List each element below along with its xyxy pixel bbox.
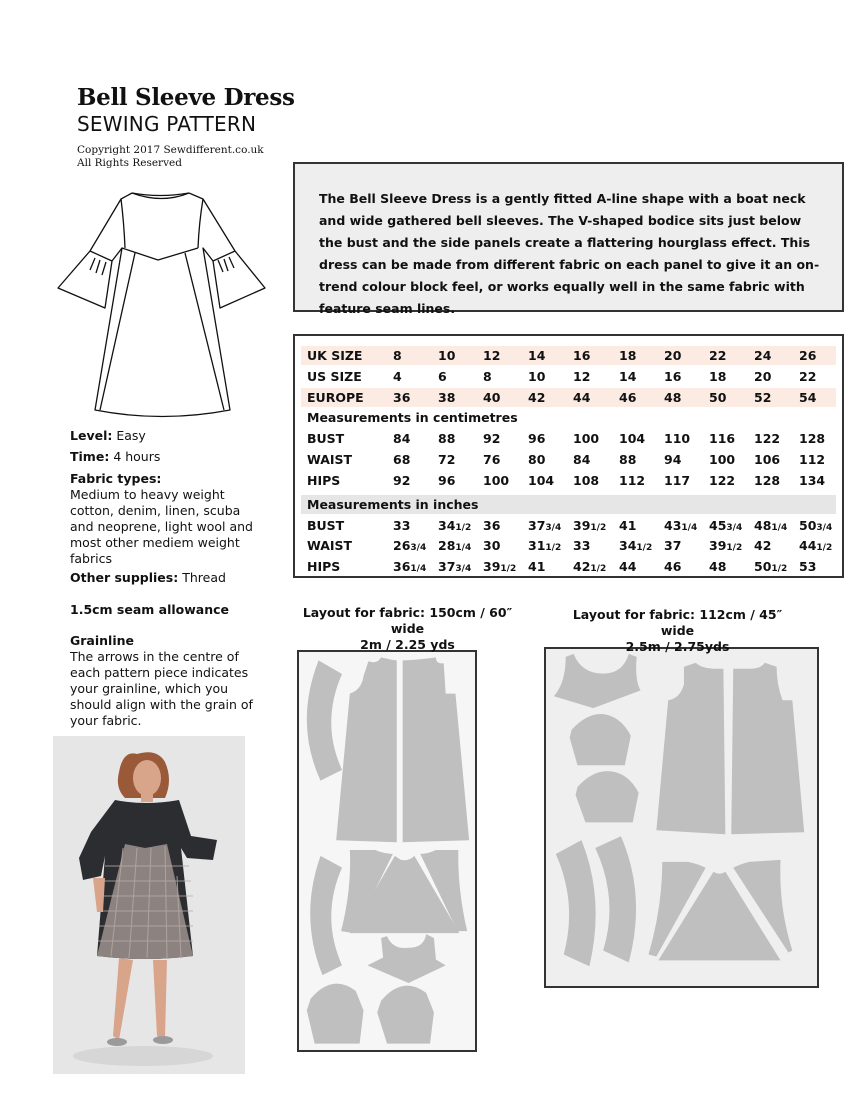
inches-heading-row <box>301 495 836 514</box>
size-cell: 41 <box>619 518 637 533</box>
layout-112-title: Layout for fabric: 112cm / 45″ wide <box>572 607 783 638</box>
size-cell: 117 <box>664 473 691 488</box>
size-cell: 52 <box>754 390 772 405</box>
size-cell: 122 <box>754 431 781 446</box>
fraction: 1/2 <box>726 543 743 553</box>
time-label: Time: <box>70 449 110 464</box>
size-cell: 33 <box>573 538 591 553</box>
size-cell: 100 <box>483 473 510 488</box>
size-cell: 391/2 <box>483 559 517 574</box>
fraction: 3/4 <box>455 564 472 574</box>
size-cell: 112 <box>619 473 646 488</box>
size-cell: 104 <box>619 431 646 446</box>
description-box <box>293 162 844 316</box>
size-cell: 373/4 <box>438 559 472 574</box>
pattern-piece-sleeve-band-2 <box>595 836 636 962</box>
fraction: 3/4 <box>816 523 833 533</box>
pattern-piece-bodice <box>367 934 445 983</box>
size-cell: 112 <box>799 452 826 467</box>
pattern-piece-sleeve-1 <box>307 984 364 1044</box>
fabric-types-info <box>70 471 260 567</box>
level-label: Level: <box>70 428 113 443</box>
row-label: WAIST <box>307 538 353 553</box>
fabric-layout-150cm <box>297 650 477 1052</box>
size-cell: 42 <box>528 390 546 405</box>
size-cell: 38 <box>438 390 456 405</box>
fabric-types-value: Medium to heavy weight cotton, denim, linen, scuba and neoprene, light wool and most other mediem weight fabrics <box>70 487 253 566</box>
level-info <box>70 428 270 444</box>
size-cell: 481/4 <box>754 518 788 533</box>
fraction: 3/4 <box>545 523 562 533</box>
size-cell: 311/2 <box>528 538 562 553</box>
size-cell: 30 <box>483 538 501 553</box>
row-label: HIPS <box>307 473 341 488</box>
size-cell: 33 <box>393 518 411 533</box>
cm-bust-row <box>301 429 836 448</box>
size-cell: 94 <box>664 452 682 467</box>
row-label: WAIST <box>307 452 353 467</box>
pattern-piece-back-panel <box>403 657 469 842</box>
size-cell: 72 <box>438 452 456 467</box>
size-cell: 341/2 <box>438 518 472 533</box>
size-cell: 503/4 <box>799 518 833 533</box>
fabric-types-label: Fabric types: <box>70 471 162 486</box>
cm-waist-row <box>301 450 836 469</box>
size-cell: 42 <box>754 538 772 553</box>
size-cell: 41 <box>528 559 546 574</box>
size-cell: 84 <box>393 431 411 446</box>
size-cell: 110 <box>664 431 691 446</box>
fraction: 3/4 <box>410 543 427 553</box>
size-cell: 8 <box>393 348 402 363</box>
size-cell: 441/2 <box>799 538 833 553</box>
description-text: The Bell Sleeve Dress is a gently fitted A-line shape with a boat neck and wide gathered bell sleeves. The V-shaped bodice sits just below the bust and the side panels create a flattering hourglass effect. This dress can be made from different fabric on each panel to give it an on-trend colour block feel, or works equally well in the same fabric with feature seam lines. <box>319 191 820 316</box>
cm-heading: Measurements in centimetres <box>307 410 518 425</box>
size-cell: 16 <box>664 369 682 384</box>
grainline-info <box>70 633 260 729</box>
us-size-row <box>301 367 836 386</box>
size-cell: 122 <box>709 473 736 488</box>
size-cell: 92 <box>393 473 411 488</box>
size-cell: 40 <box>483 390 501 405</box>
size-cell: 26 <box>799 348 817 363</box>
size-cell: 128 <box>799 431 826 446</box>
supplies-info <box>70 570 270 586</box>
dress-sketch-illustration <box>50 178 280 418</box>
uk-size-row <box>301 346 836 365</box>
supplies-label: Other supplies: <box>70 570 179 585</box>
size-cell: 46 <box>664 559 682 574</box>
supplies-value: Thread <box>182 570 226 585</box>
fraction: 1/4 <box>455 543 472 553</box>
fraction: 1/2 <box>545 543 562 553</box>
size-cell: 20 <box>754 369 772 384</box>
layout-150-title: Layout for fabric: 150cm / 60″ wide <box>302 605 513 636</box>
size-cell: 361/4 <box>393 559 427 574</box>
size-cell: 128 <box>754 473 781 488</box>
size-cell: 76 <box>483 452 501 467</box>
size-cell: 54 <box>799 390 817 405</box>
cm-hips-row <box>301 471 836 490</box>
copyright <box>77 144 264 170</box>
fraction: 1/4 <box>410 564 427 574</box>
fraction: 1/2 <box>455 523 472 533</box>
fraction: 1/4 <box>771 523 788 533</box>
pattern-piece-bodice <box>554 654 641 708</box>
size-cell: 10 <box>438 348 456 363</box>
size-cell: 24 <box>754 348 772 363</box>
size-cell: 16 <box>573 348 591 363</box>
size-cell: 104 <box>528 473 555 488</box>
size-cell: 50 <box>709 390 727 405</box>
size-cell: 44 <box>619 559 637 574</box>
size-cell: 88 <box>438 431 456 446</box>
inches-heading: Measurements in inches <box>307 497 479 512</box>
size-cell: 4 <box>393 369 402 384</box>
size-cell: 14 <box>528 348 546 363</box>
size-cell: 281/4 <box>438 538 472 553</box>
size-cell: 46 <box>619 390 637 405</box>
size-cell: 8 <box>483 369 492 384</box>
layout-112-caption <box>555 607 800 655</box>
size-cell: 391/2 <box>709 538 743 553</box>
pattern-piece-sleeve-1 <box>570 714 631 765</box>
layout-150-amount: 2m / 2.25 yds <box>360 637 455 652</box>
time-value: 4 hours <box>113 449 161 464</box>
fraction: 1/2 <box>816 543 833 553</box>
layout-112-amount: 2.5m / 2.75yds <box>625 639 730 654</box>
size-cell: 80 <box>528 452 546 467</box>
fraction: 1/2 <box>500 564 517 574</box>
fraction: 1/2 <box>636 543 653 553</box>
pattern-piece-sleeve-2 <box>576 771 639 822</box>
size-cell: 134 <box>799 473 826 488</box>
size-cell: 48 <box>709 559 727 574</box>
size-cell: 106 <box>754 452 781 467</box>
size-cell: 20 <box>664 348 682 363</box>
size-cell: 421/2 <box>573 559 607 574</box>
fraction: 1/4 <box>681 523 698 533</box>
size-cell: 391/2 <box>573 518 607 533</box>
pattern-piece-sleeve-band-1 <box>556 840 596 966</box>
row-label: US SIZE <box>307 369 362 384</box>
in-hips-row <box>301 557 836 576</box>
grainline-value: The arrows in the centre of each pattern piece indicates your grainline, which you should align with the grain of your fabric. <box>70 649 253 728</box>
size-cell: 37 <box>664 538 682 553</box>
level-value: Easy <box>116 428 146 443</box>
size-cell: 6 <box>438 369 447 384</box>
rights-line: All Rights Reserved <box>77 157 182 169</box>
pattern-title: Bell Sleeve Dress <box>77 84 295 111</box>
layout-150-caption <box>285 605 530 653</box>
size-cell: 96 <box>528 431 546 446</box>
size-cell: 84 <box>573 452 591 467</box>
size-cell: 92 <box>483 431 501 446</box>
row-label: UK SIZE <box>307 348 363 363</box>
size-cell: 96 <box>438 473 456 488</box>
in-waist-row <box>301 536 836 555</box>
size-cell: 116 <box>709 431 736 446</box>
time-info <box>70 449 270 465</box>
size-cell: 373/4 <box>528 518 562 533</box>
size-chart-table <box>293 334 844 578</box>
size-cell: 14 <box>619 369 637 384</box>
size-cell: 68 <box>393 452 411 467</box>
size-cell: 22 <box>709 348 727 363</box>
pattern-piece-back-panel <box>731 663 804 834</box>
size-cell: 431/4 <box>664 518 698 533</box>
row-label: EUROPE <box>307 390 364 405</box>
pattern-piece-front-panel <box>336 657 397 842</box>
size-cell: 100 <box>573 431 600 446</box>
size-cell: 18 <box>709 369 727 384</box>
size-cell: 263/4 <box>393 538 427 553</box>
size-cell: 108 <box>573 473 600 488</box>
size-cell: 12 <box>483 348 501 363</box>
size-cell: 53 <box>799 559 817 574</box>
fraction: 3/4 <box>726 523 743 533</box>
size-cell: 10 <box>528 369 546 384</box>
fabric-layout-112cm <box>544 647 819 988</box>
in-bust-row <box>301 516 836 535</box>
size-cell: 100 <box>709 452 736 467</box>
size-cell: 12 <box>573 369 591 384</box>
size-cell: 18 <box>619 348 637 363</box>
row-label: HIPS <box>307 559 341 574</box>
size-cell: 48 <box>664 390 682 405</box>
seam-allowance-info <box>70 602 270 618</box>
seam-allowance-text: 1.5cm seam allowance <box>70 602 230 617</box>
size-cell: 22 <box>799 369 817 384</box>
fraction: 1/2 <box>771 564 788 574</box>
row-label: BUST <box>307 431 345 446</box>
size-cell: 501/2 <box>754 559 788 574</box>
grainline-label: Grainline <box>70 633 134 648</box>
size-cell: 88 <box>619 452 637 467</box>
size-cell: 36 <box>393 390 411 405</box>
row-label: BUST <box>307 518 345 533</box>
fraction: 1/2 <box>590 564 607 574</box>
pattern-subtitle: SEWING PATTERN <box>77 112 257 136</box>
copyright-line: Copyright 2017 Sewdifferent.co.uk <box>77 144 264 156</box>
pattern-piece-front-panel <box>656 663 725 834</box>
size-cell: 341/2 <box>619 538 653 553</box>
size-cell: 36 <box>483 518 501 533</box>
pattern-piece-sleeve-2 <box>377 986 434 1044</box>
fraction: 1/2 <box>590 523 607 533</box>
model-photo <box>53 736 245 1074</box>
pattern-piece-sleeve-band-2 <box>310 856 342 975</box>
cm-heading-row <box>301 408 836 427</box>
pattern-piece-sleeve-band <box>307 660 342 780</box>
size-cell: 44 <box>573 390 591 405</box>
size-cell: 453/4 <box>709 518 743 533</box>
europe-size-row <box>301 388 836 407</box>
